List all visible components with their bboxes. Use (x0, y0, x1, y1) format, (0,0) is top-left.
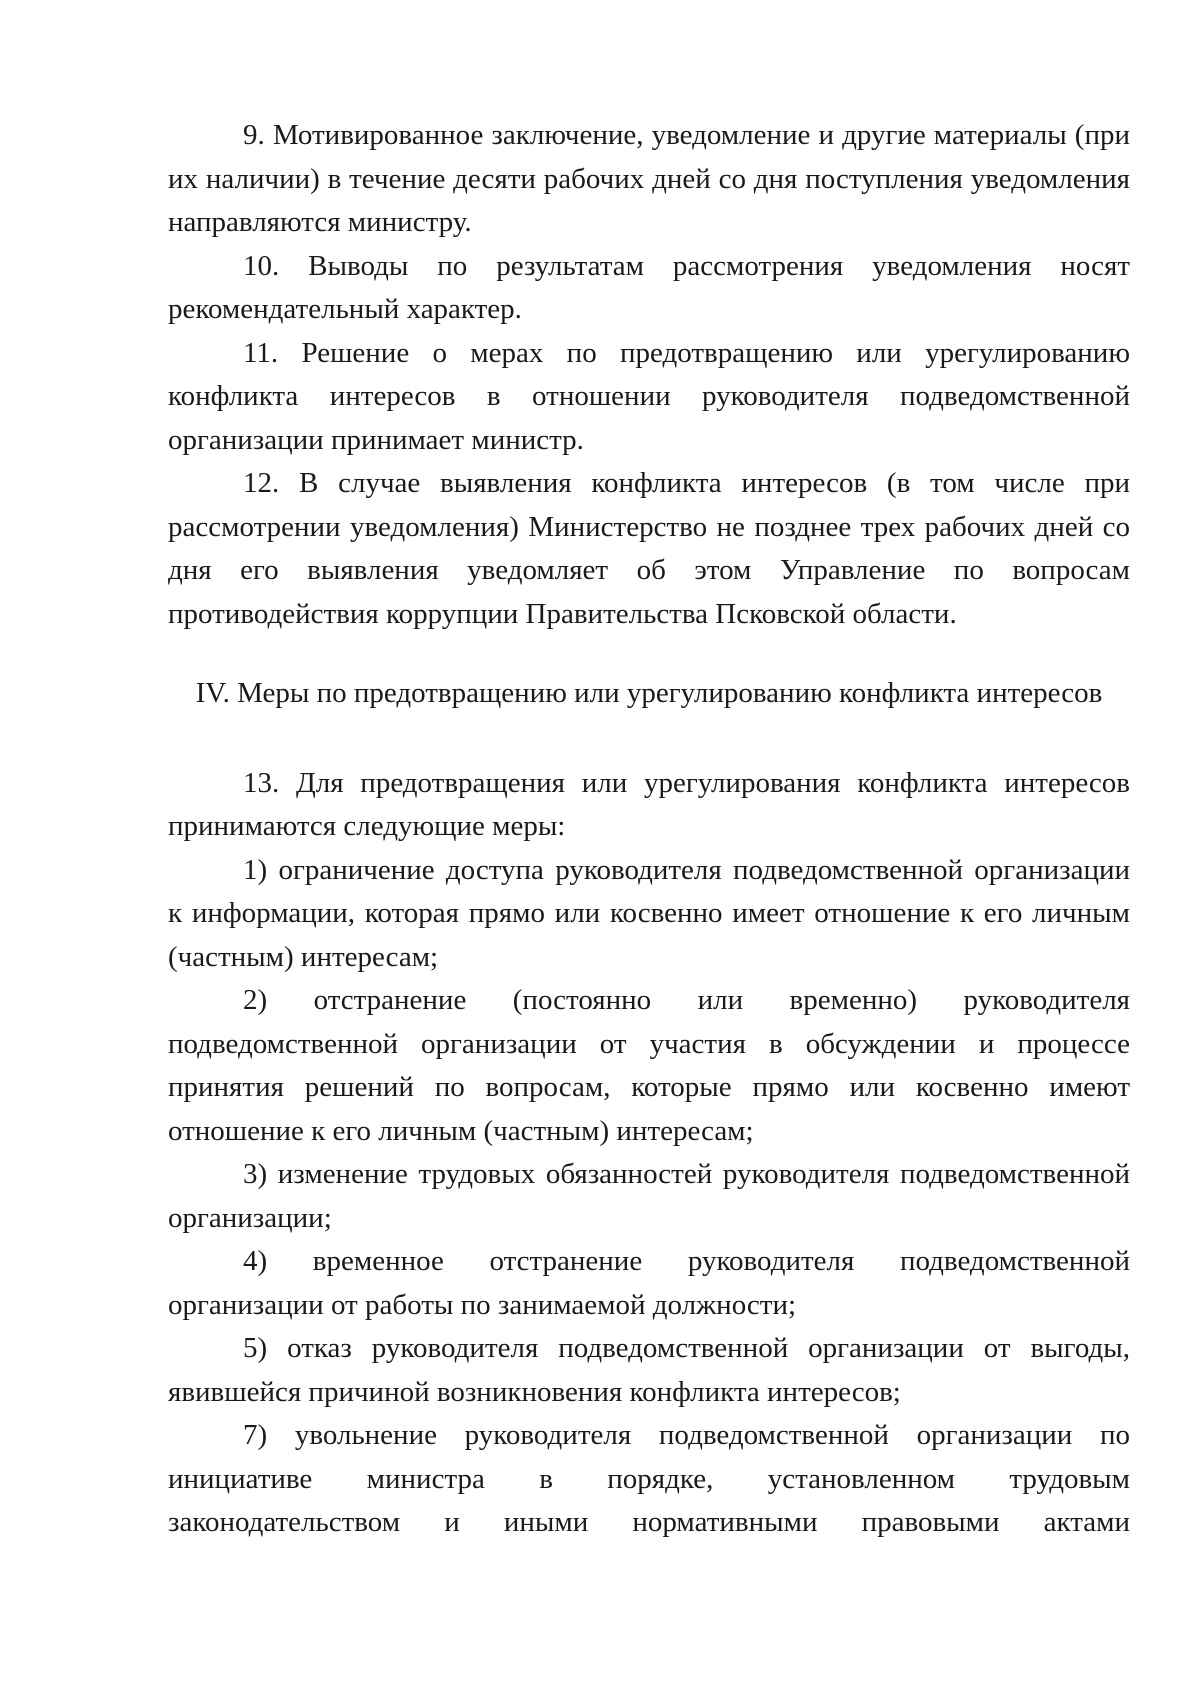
section-heading: IV. Меры по предотвращению или урегулированию конфликта интересов (195, 677, 1103, 709)
list-item-1: 1) ограничение доступа руководителя подведомственной организации к информации, которая прямо или косвенно имеет отношение к его личным (частным) интересам; (168, 853, 1130, 973)
list-item-3: 3) изменение трудовых обязанностей руководителя подведомственной организации; (168, 1158, 1130, 1234)
list-item-2: 2) отстранение (постоянно или временно) руководителя подведомственной организации от участия в обсуждении и процессе принятия решений по вопросам, которые прямо или косвенно имеют отношение к его личным (частным) интересам; (168, 984, 1130, 1147)
paragraph-13: 13. Для предотвращения или урегулирования конфликта интересов принимаются следующие меры: (168, 766, 1130, 842)
list-item-5: 5) отказ руководителя подведомственной организации от выгоды, явившейся причиной возникновения конфликта интересов; (168, 1332, 1130, 1408)
list-item-4: 4) временное отстранение руководителя подведомственной организации от работы по занимаемой должности; (168, 1245, 1130, 1321)
paragraph-11: 11. Решение о мерах по предотвращению или урегулированию конфликта интересов в отношении руководителя подведомственной организации принимает министр. (168, 336, 1130, 456)
list-item-7: 7) увольнение руководителя подведомственной организации по инициативе министра в порядке, установленном трудовым законодательством и иными нормативными правовыми актами (168, 1419, 1130, 1538)
paragraph-9: 9. Мотивированное заключение, уведомление и другие материалы (при их наличии) в течение десяти рабочих дней со дня поступления уведомления направляются министру. (168, 119, 1130, 238)
paragraph-12: 12. В случае выявления конфликта интересов (в том числе при рассмотрении уведомления) Министерство не позднее трех рабочих дней со дня его выявления уведомляет об этом Управление по вопросам противодействия коррупции Правительства Псковской области. (168, 467, 1130, 630)
document-body (168, 114, 1130, 1545)
paragraph-10: 10. Выводы по результатам рассмотрения уведомления носят рекомендательный характер. (168, 249, 1130, 325)
